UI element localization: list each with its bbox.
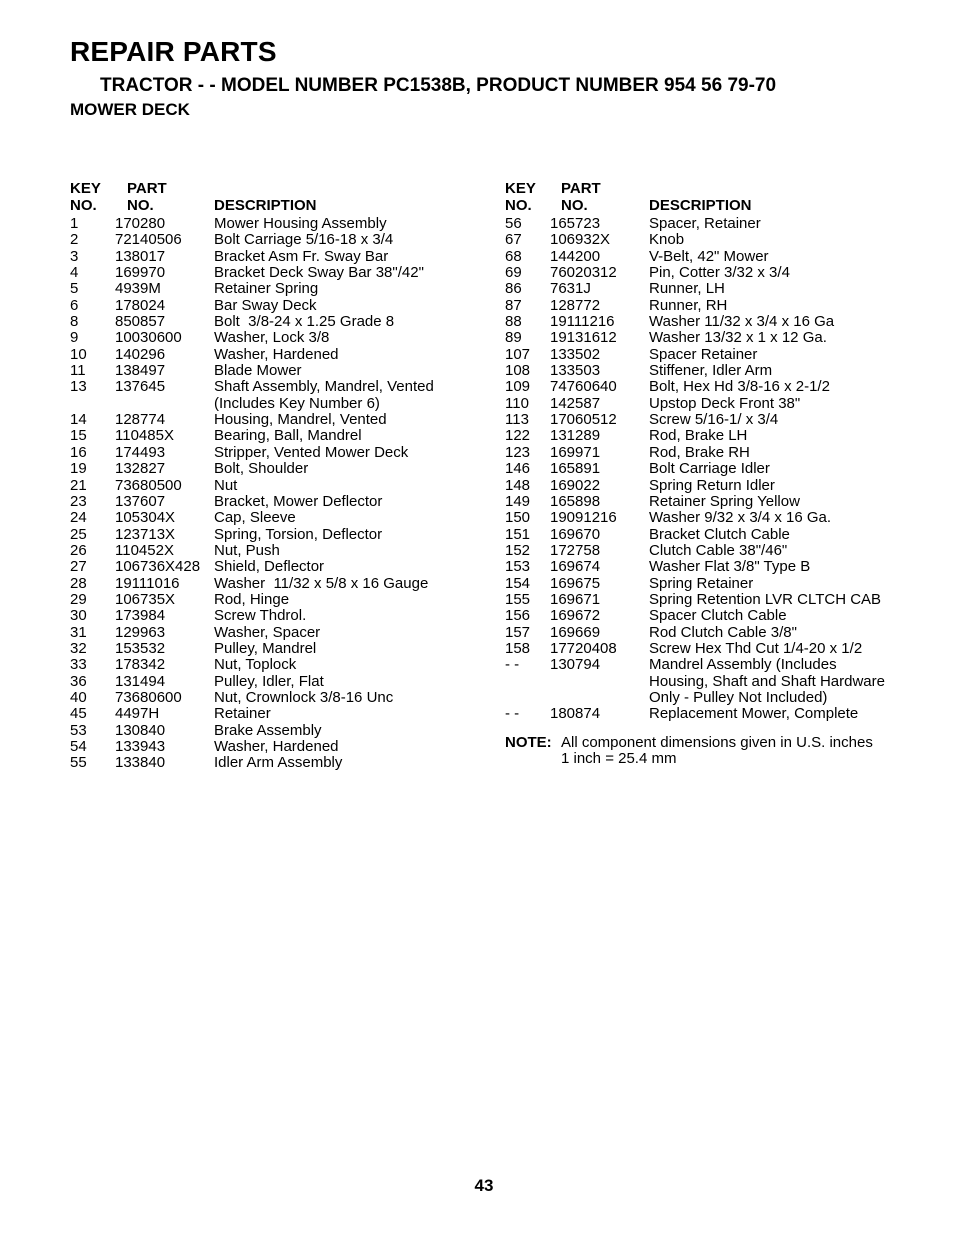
- part-description: Bearing, Ball, Mandrel: [214, 427, 362, 445]
- description-header: DESCRIPTION: [649, 197, 752, 214]
- key-number: 89: [505, 329, 522, 347]
- parts-row: [505, 379, 925, 395]
- parts-row: [70, 494, 470, 510]
- part-number: 129963: [115, 623, 166, 641]
- part-number: 106735X: [115, 590, 176, 608]
- key-number: 151: [505, 525, 531, 543]
- key-number: 31: [70, 623, 87, 641]
- part-description: Bolt, Shoulder: [214, 460, 309, 478]
- key-number: 108: [505, 362, 531, 380]
- key-number: 53: [70, 721, 87, 739]
- part-description: Shaft Assembly, Mandrel, Vented (Includes Key Number 6): [214, 378, 434, 412]
- parts-row: [70, 232, 470, 248]
- part-number: 72140506: [115, 231, 182, 249]
- parts-row: [505, 298, 925, 314]
- key-number: 149: [505, 492, 531, 510]
- part-number: 169675: [550, 574, 601, 592]
- key-header-line1: KEY: [70, 180, 101, 197]
- parts-row: [70, 347, 470, 363]
- key-number: 56: [505, 215, 522, 232]
- part-description: Knob: [649, 231, 685, 249]
- parts-row: [505, 281, 925, 297]
- parts-row: [505, 527, 925, 543]
- parts-row: [505, 396, 925, 412]
- parts-row: [505, 265, 925, 281]
- parts-row: [70, 690, 470, 706]
- part-number: 169971: [550, 443, 601, 461]
- key-number: 25: [70, 525, 87, 543]
- key-number: 69: [505, 264, 522, 282]
- part-description: Bolt Carriage Idler: [649, 460, 770, 478]
- parts-row: [505, 412, 925, 428]
- key-number: 23: [70, 492, 87, 510]
- parts-rows: [70, 216, 470, 772]
- part-number: 153532: [115, 639, 166, 657]
- key-number: 154: [505, 574, 531, 592]
- key-header-line1: KEY: [505, 180, 536, 197]
- part-number: 169671: [550, 590, 601, 608]
- part-description: Rod, Brake LH: [649, 427, 748, 445]
- parts-row: [505, 625, 925, 641]
- part-number: 4939M: [115, 280, 161, 298]
- part-number: 172758: [550, 541, 601, 559]
- parts-row: [70, 461, 470, 477]
- parts-row: [505, 576, 925, 592]
- part-description: Cap, Sleeve: [214, 509, 296, 527]
- part-description: Bracket Deck Sway Bar 38"/42": [214, 264, 424, 282]
- parts-row: [70, 559, 470, 575]
- key-number: 54: [70, 738, 87, 755]
- key-number: 36: [70, 672, 87, 690]
- part-number: 169672: [550, 607, 601, 625]
- part-number: 165898: [550, 492, 601, 510]
- part-number: 73680600: [115, 688, 182, 706]
- parts-row: [505, 428, 925, 444]
- parts-row: [70, 576, 470, 592]
- key-number: 110: [505, 394, 529, 412]
- key-number: 87: [505, 296, 522, 314]
- part-number: 19111016: [115, 574, 180, 592]
- parts-rows: [505, 216, 925, 723]
- parts-row: [505, 461, 925, 477]
- key-number: 86: [505, 280, 522, 298]
- parts-row: [505, 706, 925, 722]
- parts-row: [70, 379, 470, 412]
- key-number: 156: [505, 607, 531, 625]
- part-number: 137645: [115, 378, 166, 396]
- part-header-line1: PART: [561, 180, 601, 197]
- part-description: Stiffener, Idler Arm: [649, 362, 773, 380]
- key-header-line2: NO.: [70, 197, 97, 214]
- key-number: 1: [70, 215, 79, 232]
- key-number: 150: [505, 509, 531, 527]
- part-description: Upstop Deck Front 38": [649, 394, 801, 412]
- parts-row: [505, 330, 925, 346]
- part-header-line2: NO.: [127, 197, 154, 214]
- part-description: Nut, Push: [214, 541, 280, 559]
- part-number: 165723: [550, 215, 601, 232]
- key-number: 158: [505, 639, 531, 657]
- part-number: 169670: [550, 525, 601, 543]
- key-number: 155: [505, 590, 531, 608]
- parts-row: [70, 445, 470, 461]
- part-description: Washer 9/32 x 3/4 x 16 Ga.: [649, 509, 832, 527]
- key-number: 68: [505, 247, 522, 265]
- part-description: Nut, Toplock: [214, 656, 297, 674]
- parts-row: [505, 657, 925, 706]
- part-number: 106736X428: [115, 558, 201, 576]
- part-number: 110452X: [115, 541, 174, 559]
- part-number: 169669: [550, 623, 601, 641]
- parts-row: [70, 592, 470, 608]
- part-number: 133502: [550, 345, 601, 363]
- part-number: 178024: [115, 296, 166, 314]
- note: [505, 735, 925, 768]
- key-number: 153: [505, 558, 531, 576]
- part-description: Rod Clutch Cable 3/8": [649, 623, 797, 641]
- part-number: 850857: [115, 313, 166, 331]
- parts-row: [505, 363, 925, 379]
- parts-row: [70, 641, 470, 657]
- part-description: Screw Hex Thd Cut 1/4-20 x 1/2: [649, 639, 863, 657]
- part-number: 133840: [115, 754, 166, 772]
- parts-row: [70, 281, 470, 297]
- part-description: Screw Thdrol.: [214, 607, 307, 625]
- part-description: Pulley, Idler, Flat: [214, 672, 324, 690]
- part-number: 131289: [550, 427, 601, 445]
- parts-row: [505, 347, 925, 363]
- part-number: 131494: [115, 672, 166, 690]
- part-description: Screw 5/16-1/ x 3/4: [649, 411, 779, 429]
- key-number: 67: [505, 231, 522, 249]
- part-number: 144200: [550, 247, 601, 265]
- section-title: MOWER DECK: [70, 100, 190, 119]
- parts-row: [505, 494, 925, 510]
- parts-row: [505, 559, 925, 575]
- part-number: 173984: [115, 607, 166, 625]
- parts-row: [70, 249, 470, 265]
- key-number: - -: [505, 705, 520, 723]
- parts-row: [70, 527, 470, 543]
- key-number: 2: [70, 231, 79, 249]
- part-number: 132827: [115, 460, 166, 478]
- parts-row: [70, 674, 470, 690]
- parts-row: [505, 608, 925, 624]
- key-number: 24: [70, 509, 87, 527]
- part-number: 142587: [550, 394, 601, 412]
- key-number: 27: [70, 558, 87, 576]
- key-number: 157: [505, 623, 531, 641]
- key-number: 45: [70, 705, 87, 723]
- parts-row: [505, 592, 925, 608]
- parts-row: [70, 363, 470, 379]
- part-description: Nut, Crownlock 3/8-16 Unc: [214, 688, 394, 706]
- parts-row: [505, 641, 925, 657]
- key-number: 10: [70, 345, 87, 363]
- part-description: Pulley, Mandrel: [214, 639, 317, 657]
- parts-row: [70, 510, 470, 526]
- part-description: Idler Arm Assembly: [214, 754, 343, 772]
- key-number: 3: [70, 247, 79, 265]
- part-description: Washer, Lock 3/8: [214, 329, 330, 347]
- part-description: Bracket Clutch Cable: [649, 525, 790, 543]
- part-description: Housing, Mandrel, Vented: [214, 411, 387, 429]
- key-number: 148: [505, 476, 531, 494]
- part-description: Shield, Deflector: [214, 558, 325, 576]
- key-number: 13: [70, 378, 87, 396]
- part-number: 128774: [115, 411, 166, 429]
- key-number: 29: [70, 590, 87, 608]
- part-number: 19131612: [550, 329, 617, 347]
- key-number: 55: [70, 754, 87, 772]
- part-description: Clutch Cable 38"/46": [649, 541, 788, 559]
- part-number: 74760640: [550, 378, 617, 396]
- part-description: Washer 11/32 x 3/4 x 16 Ga: [649, 313, 835, 331]
- part-number: 7631J: [550, 280, 591, 298]
- part-description: Washer Flat 3/8" Type B: [649, 558, 811, 576]
- parts-row: [70, 755, 470, 771]
- note-label: NOTE:: [505, 733, 552, 751]
- part-number: 76020312: [550, 264, 617, 282]
- key-number: 113: [505, 411, 529, 429]
- key-number: 15: [70, 427, 87, 445]
- parts-row: [70, 723, 470, 739]
- part-number: 178342: [115, 656, 166, 674]
- key-number: 5: [70, 280, 79, 298]
- part-number: 73680500: [115, 476, 182, 494]
- part-description: Replacement Mower, Complete: [649, 705, 859, 723]
- key-number: 33: [70, 656, 87, 674]
- parts-row: [70, 706, 470, 722]
- part-description: V-Belt, 42" Mower: [649, 247, 769, 265]
- part-number: 130794: [550, 656, 601, 674]
- column-headers: [505, 180, 925, 216]
- key-number: 16: [70, 443, 87, 461]
- parts-row: [70, 478, 470, 494]
- key-number: 122: [505, 427, 531, 445]
- part-header-line1: PART: [127, 180, 167, 197]
- part-number: 174493: [115, 443, 166, 461]
- part-number: 169022: [550, 476, 601, 494]
- parts-row: [70, 543, 470, 559]
- key-number: 109: [505, 378, 531, 396]
- part-description: Brake Assembly: [214, 721, 322, 739]
- part-description: Washer 13/32 x 1 x 12 Ga.: [649, 329, 827, 347]
- parts-list-left: [70, 180, 470, 772]
- part-description: Spacer Retainer: [649, 345, 758, 363]
- part-number: 10030600: [115, 329, 182, 347]
- key-number: 19: [70, 460, 87, 478]
- parts-list-right: [505, 180, 925, 767]
- part-number: 19111216: [550, 313, 615, 331]
- key-number: 26: [70, 541, 87, 559]
- key-number: 8: [70, 313, 79, 331]
- parts-row: [505, 510, 925, 526]
- part-description: Washer, Spacer: [214, 623, 321, 641]
- parts-row: [70, 265, 470, 281]
- part-description: Spring, Torsion, Deflector: [214, 525, 383, 543]
- part-description: Washer, Hardened: [214, 738, 339, 755]
- part-description: Retainer Spring: [214, 280, 319, 298]
- part-number: 137607: [115, 492, 166, 510]
- part-number: 138017: [115, 247, 166, 265]
- part-description: Spacer, Retainer: [649, 215, 761, 232]
- key-number: 14: [70, 411, 87, 429]
- parts-row: [70, 412, 470, 428]
- part-number: 123713X: [115, 525, 176, 543]
- parts-row: [70, 739, 470, 755]
- part-number: 110485X: [115, 427, 174, 445]
- part-description: Bracket, Mower Deflector: [214, 492, 383, 510]
- parts-row: [70, 330, 470, 346]
- key-number: 9: [70, 329, 79, 347]
- parts-row: [70, 608, 470, 624]
- part-number: 180874: [550, 705, 601, 723]
- key-number: 40: [70, 688, 87, 706]
- key-number: 21: [70, 476, 87, 494]
- part-number: 133943: [115, 738, 166, 755]
- part-description: Bolt, Hex Hd 3/8-16 x 2-1/2: [649, 378, 830, 396]
- part-number: 133503: [550, 362, 601, 380]
- part-number: 170280: [115, 215, 166, 232]
- part-description: Retainer: [214, 705, 271, 723]
- part-description: Stripper, Vented Mower Deck: [214, 443, 409, 461]
- parts-row: [70, 298, 470, 314]
- parts-row: [505, 249, 925, 265]
- part-description: Washer 11/32 x 5/8 x 16 Gauge: [214, 574, 429, 592]
- part-description: Mower Housing Assembly: [214, 215, 387, 232]
- key-number: 6: [70, 296, 79, 314]
- parts-row: [505, 478, 925, 494]
- part-number: 17720408: [550, 639, 617, 657]
- parts-row: [505, 216, 925, 232]
- key-number: - -: [505, 656, 520, 674]
- parts-row: [505, 543, 925, 559]
- part-description: Nut: [214, 476, 238, 494]
- part-description: Spring Retention LVR CLTCH CAB: [649, 590, 882, 608]
- key-number: 88: [505, 313, 522, 331]
- part-number: 106932X: [550, 231, 611, 249]
- part-number: 19091216: [550, 509, 617, 527]
- parts-row: [505, 232, 925, 248]
- part-description: Retainer Spring Yellow: [649, 492, 800, 510]
- part-number: 169970: [115, 264, 166, 282]
- description-header: DESCRIPTION: [214, 197, 317, 214]
- key-number: 146: [505, 460, 531, 478]
- part-header-line2: NO.: [561, 197, 588, 214]
- key-number: 107: [505, 345, 531, 363]
- part-number: 4497H: [115, 705, 160, 723]
- part-description: Bracket Asm Fr. Sway Bar: [214, 247, 389, 265]
- key-number: 152: [505, 541, 531, 559]
- part-description: Spring Return Idler: [649, 476, 775, 494]
- column-headers: [70, 180, 470, 216]
- part-description: Rod, Brake RH: [649, 443, 750, 461]
- part-number: 140296: [115, 345, 166, 363]
- part-description: Spring Retainer: [649, 574, 754, 592]
- parts-row: [505, 445, 925, 461]
- key-number: 32: [70, 639, 87, 657]
- part-description: Runner, RH: [649, 296, 728, 314]
- page-number: 43: [474, 1176, 494, 1195]
- parts-row: [70, 216, 470, 232]
- key-number: 4: [70, 264, 79, 282]
- part-description: Bolt 3/8-24 x 1.25 Grade 8: [214, 313, 395, 331]
- parts-row: [70, 314, 470, 330]
- part-description: Spacer Clutch Cable: [649, 607, 787, 625]
- key-number: 123: [505, 443, 531, 461]
- parts-row: [70, 625, 470, 641]
- key-number: 28: [70, 574, 87, 592]
- key-header-line2: NO.: [505, 197, 532, 214]
- part-number: 130840: [115, 721, 166, 739]
- parts-row: [70, 657, 470, 673]
- part-number: 138497: [115, 362, 166, 380]
- parts-row: [505, 314, 925, 330]
- part-description: Bar Sway Deck: [214, 296, 317, 314]
- part-description: Runner, LH: [649, 280, 725, 298]
- part-number: 105304X: [115, 509, 176, 527]
- part-number: 17060512: [550, 411, 617, 429]
- page-title: REPAIR PARTS: [70, 36, 277, 67]
- key-number: 30: [70, 607, 87, 625]
- key-number: 11: [70, 362, 86, 380]
- part-description: Pin, Cotter 3/32 x 3/4: [649, 264, 790, 282]
- part-description: Rod, Hinge: [214, 590, 290, 608]
- part-description: Mandrel Assembly (Includes Housing, Shaft and Shaft Hardware Only - Pulley Not Included): [649, 656, 885, 706]
- note-text: All component dimensions given in U.S. inches 1 inch = 25.4 mm: [561, 733, 873, 767]
- part-description: Blade Mower: [214, 362, 302, 380]
- part-number: 165891: [550, 460, 601, 478]
- part-description: Washer, Hardened: [214, 345, 339, 363]
- parts-row: [70, 428, 470, 444]
- part-number: 169674: [550, 558, 601, 576]
- page-subtitle: TRACTOR - - MODEL NUMBER PC1538B, PRODUCT NUMBER 954 56 79-70: [100, 75, 777, 96]
- part-description: Bolt Carriage 5/16-18 x 3/4: [214, 231, 394, 249]
- part-number: 128772: [550, 296, 601, 314]
